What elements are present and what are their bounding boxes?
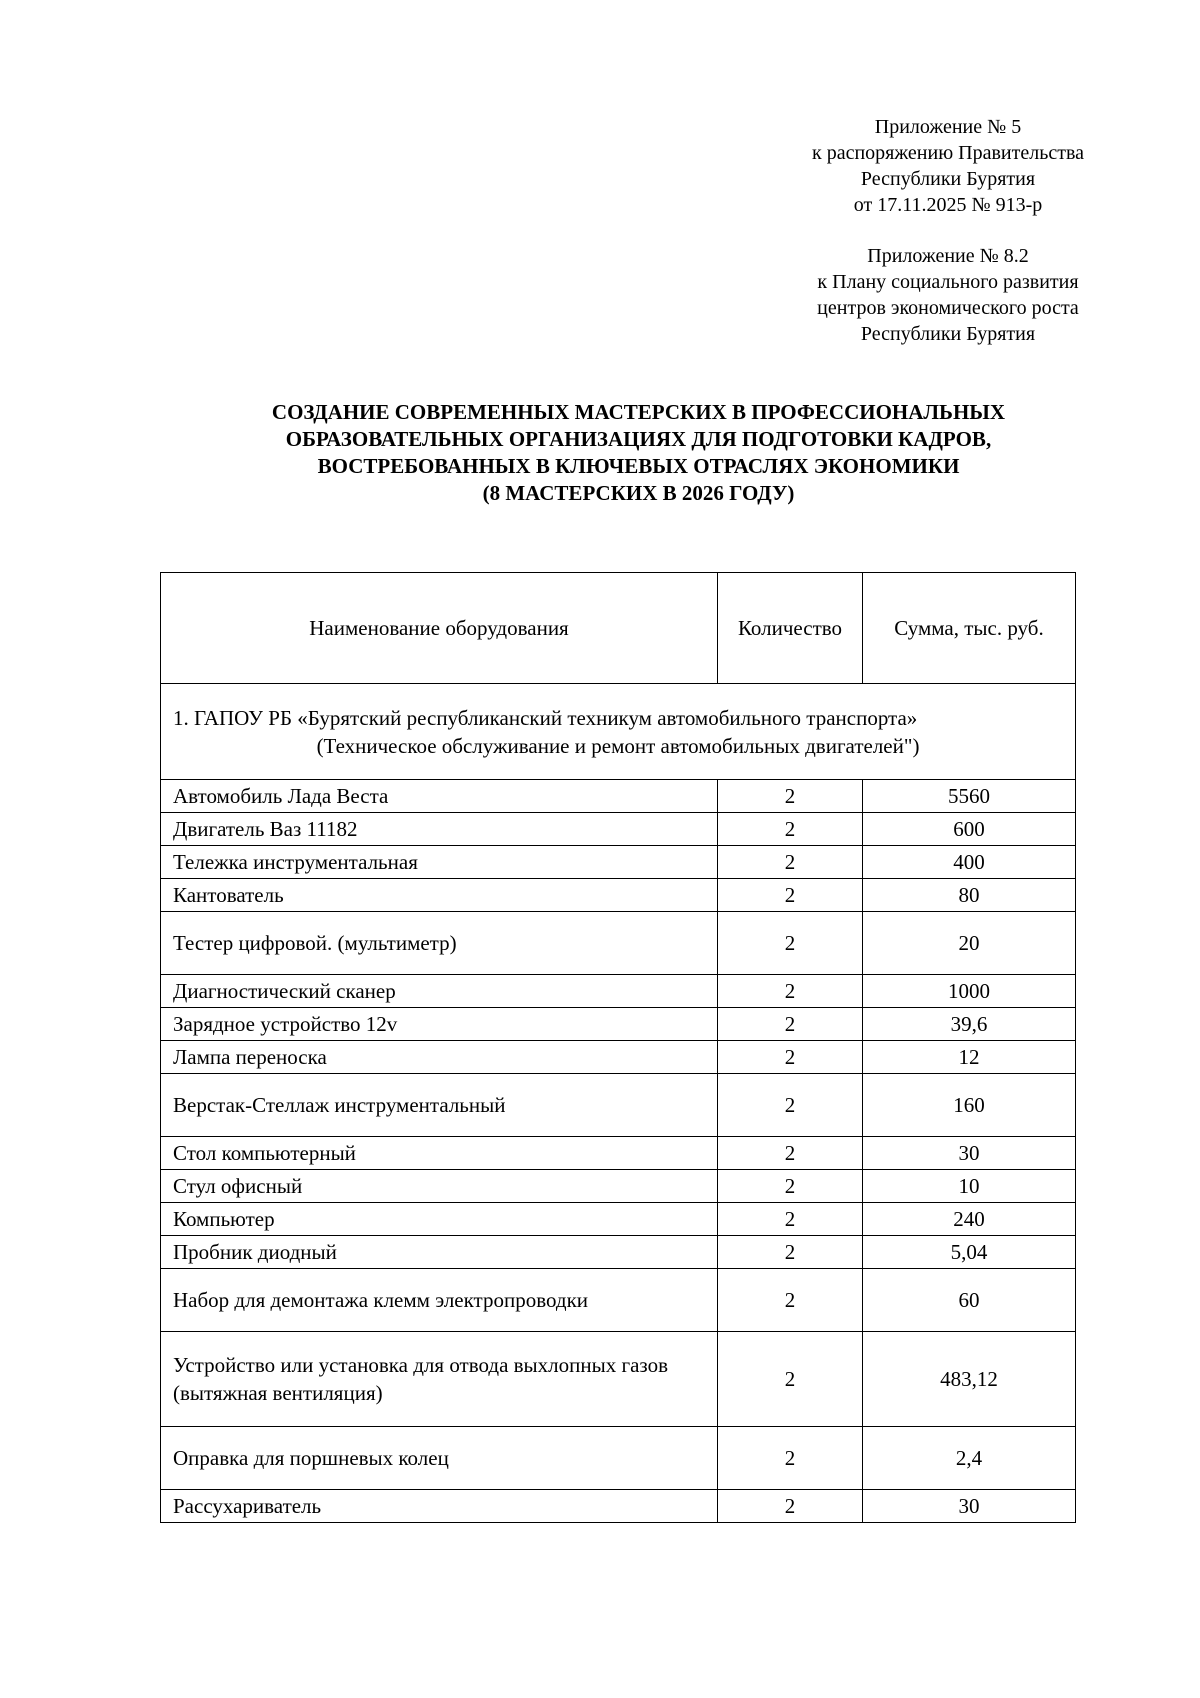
equipment-name-cell: Автомобиль Лада Веста (161, 780, 718, 813)
table-row (161, 1427, 1076, 1490)
quantity-cell: 2 (718, 1236, 863, 1269)
sum-cell: 10 (863, 1170, 1076, 1203)
sum-cell: 600 (863, 813, 1076, 846)
table-header-row (161, 573, 1076, 684)
equipment-name-cell: Рассухариватель (161, 1490, 718, 1523)
appendix-plan-line: Республики Бурятия (860, 323, 1036, 345)
table-row (161, 846, 1076, 879)
sum-cell: 2,4 (863, 1427, 1076, 1490)
sum-cell: 39,6 (863, 1008, 1076, 1041)
header-quantity: Количество (718, 573, 863, 684)
sum-cell: 160 (863, 1074, 1076, 1137)
equipment-name-cell: Диагностический сканер (161, 975, 718, 1008)
appendix-order-block (788, 114, 1108, 218)
quantity-cell: 2 (718, 1427, 863, 1490)
equipment-name-cell: Верстак-Стеллаж инструментальный (161, 1074, 718, 1137)
appendix-plan-line: к Плану социального развития (817, 271, 1079, 293)
appendix-order-line: к распоряжению Правительства (811, 142, 1084, 164)
quantity-cell: 2 (718, 780, 863, 813)
section-row (161, 684, 1076, 780)
table-row (161, 1137, 1076, 1170)
equipment-name-cell: Тележка инструментальная (161, 846, 718, 879)
table-row (161, 1236, 1076, 1269)
appendix-order-line: от 17.11.2025 № 913-р (853, 194, 1043, 216)
quantity-cell: 2 (718, 1332, 863, 1427)
equipment-name-cell: Набор для демонтажа клемм электропроводки (161, 1269, 718, 1332)
quantity-cell: 2 (718, 1269, 863, 1332)
sum-cell: 240 (863, 1203, 1076, 1236)
quantity-cell: 2 (718, 846, 863, 879)
equipment-name-cell: Тестер цифровой. (мультиметр) (161, 912, 718, 975)
quantity-cell: 2 (718, 1008, 863, 1041)
quantity-cell: 2 (718, 1137, 863, 1170)
sum-cell: 12 (863, 1041, 1076, 1074)
equipment-name-cell: Зарядное устройство 12v (161, 1008, 718, 1041)
sum-cell: 30 (863, 1137, 1076, 1170)
document-title (150, 399, 1127, 507)
table-row (161, 879, 1076, 912)
equipment-name-cell: Стол компьютерный (161, 1137, 718, 1170)
table-row (161, 1332, 1076, 1427)
table-row (161, 1170, 1076, 1203)
document-title-line: (8 МАСТЕРСКИХ В 2026 ГОДУ) (482, 481, 795, 505)
header-sum: Сумма, тыс. руб. (863, 573, 1076, 684)
table-row (161, 975, 1076, 1008)
quantity-cell: 2 (718, 1170, 863, 1203)
equipment-table (160, 572, 1076, 1523)
sum-cell: 5,04 (863, 1236, 1076, 1269)
table-row (161, 780, 1076, 813)
sum-cell: 20 (863, 912, 1076, 975)
equipment-name-cell: Лампа переноска (161, 1041, 718, 1074)
table-row (161, 1074, 1076, 1137)
quantity-cell: 2 (718, 1074, 863, 1137)
table-row (161, 1008, 1076, 1041)
appendix-plan-line: центров экономического роста (817, 297, 1079, 319)
section-title (161, 684, 1076, 780)
table-row (161, 1041, 1076, 1074)
quantity-cell: 2 (718, 1490, 863, 1523)
equipment-name-cell: Оправка для поршневых колец (161, 1427, 718, 1490)
table-row (161, 1490, 1076, 1523)
appendix-order-line: Республики Бурятия (860, 168, 1036, 190)
header-equipment-name: Наименование оборудования (161, 573, 718, 684)
quantity-cell: 2 (718, 1041, 863, 1074)
equipment-name-cell: Стул офисный (161, 1170, 718, 1203)
sum-cell: 483,12 (863, 1332, 1076, 1427)
appendix-plan-block (788, 243, 1108, 347)
quantity-cell: 2 (718, 879, 863, 912)
document-title-line: ОБРАЗОВАТЕЛЬНЫХ ОРГАНИЗАЦИЯХ ДЛЯ ПОДГОТОВКИ КАДРОВ, (285, 427, 992, 451)
appendix-order-line: Приложение № 5 (874, 116, 1022, 138)
table-row (161, 912, 1076, 975)
table-row (161, 1269, 1076, 1332)
equipment-name-cell: Пробник диодный (161, 1236, 718, 1269)
equipment-name-cell: Устройство или установка для отвода выхлопных газов (вытяжная вентиляция) (161, 1332, 718, 1427)
quantity-cell: 2 (718, 975, 863, 1008)
quantity-cell: 2 (718, 1203, 863, 1236)
section-title-line: 1. ГАПОУ РБ «Бурятский республиканский техникум автомобильного транспорта» (173, 705, 918, 730)
section-title-line: (Техническое обслуживание и ремонт автомобильных двигателей") (316, 733, 920, 758)
table-row (161, 813, 1076, 846)
document-title-line: ВОСТРЕБОВАННЫХ В КЛЮЧЕВЫХ ОТРАСЛЯХ ЭКОНОМИКИ (317, 454, 960, 478)
sum-cell: 400 (863, 846, 1076, 879)
equipment-name-cell: Кантователь (161, 879, 718, 912)
sum-cell: 30 (863, 1490, 1076, 1523)
quantity-cell: 2 (718, 912, 863, 975)
table-row (161, 1203, 1076, 1236)
appendix-plan-line: Приложение № 8.2 (867, 245, 1029, 267)
quantity-cell: 2 (718, 813, 863, 846)
sum-cell: 1000 (863, 975, 1076, 1008)
sum-cell: 5560 (863, 780, 1076, 813)
sum-cell: 60 (863, 1269, 1076, 1332)
document-title-line: СОЗДАНИЕ СОВРЕМЕННЫХ МАСТЕРСКИХ В ПРОФЕССИОНАЛЬНЫХ (271, 400, 1006, 424)
sum-cell: 80 (863, 879, 1076, 912)
equipment-name-cell: Компьютер (161, 1203, 718, 1236)
equipment-name-cell: Двигатель Ваз 11182 (161, 813, 718, 846)
